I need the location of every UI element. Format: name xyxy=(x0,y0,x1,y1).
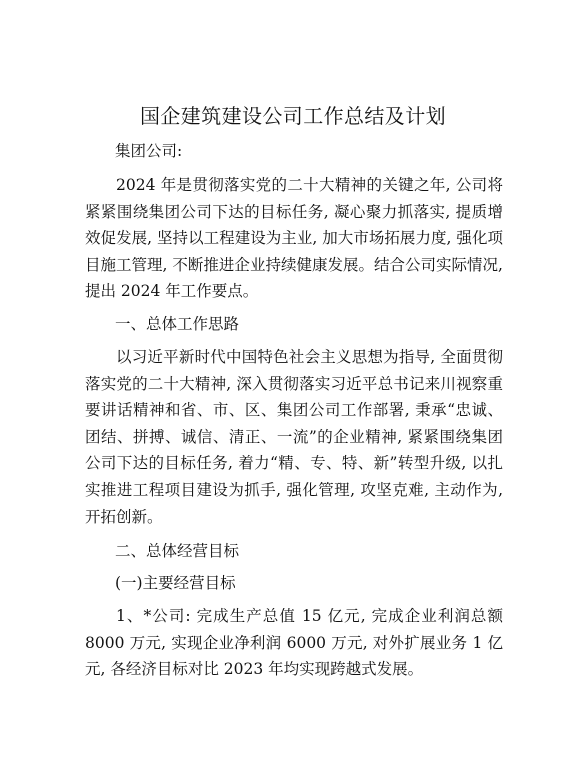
section-heading-business-goals: 二、总体经营目标 xyxy=(115,542,240,560)
section-heading-work-approach: 一、总体工作思路 xyxy=(115,315,240,333)
salutation: 集团公司: xyxy=(115,142,183,160)
goal-item-1: 1、*公司: 完成生产总值 15 亿元, 完成企业利润总额 8000 万元, 实现企业净利润 6000 万元, 对外扩展业务 1 亿元, 各经济目标对比 2023 年均实现跨越式发展。 xyxy=(85,607,503,679)
work-approach-paragraph: 以习近平新时代中国特色社会主义思想为指导, 全面贯彻落实党的二十大精神, 深入贯彻落实习近平总书记来川视察重要讲话精神和省、市、区、集团公司工作部署, 秉承“忠诚、团结、拼搏、诚信、清正、一流”的企业精神, 紧紧围绕集团公司下达的目标任务, 着力“精、专、特、新”转型升级, 以扎实推进工程项目建设为抓手, 强化管理, 攻坚克难, 主动作为, 开拓创新。 xyxy=(85,348,503,526)
intro-paragraph: 2024 年是贯彻落实党的二十大精神的关键之年, 公司将紧紧围绕集团公司下达的目标任务, 凝心聚力抓落实, 提质增效促发展, 坚持以工程建设为主业, 加大市场拓展力度, 强化项目施工管理, 不断推进企业持续健康发展。结合公司实际情况, 提出 2024 年工作要点。 xyxy=(85,176,503,301)
document-title: 国企建筑建设公司工作总结及计划 xyxy=(140,104,446,128)
subsection-heading-main-goals: (一)主要经营目标 xyxy=(115,574,236,592)
